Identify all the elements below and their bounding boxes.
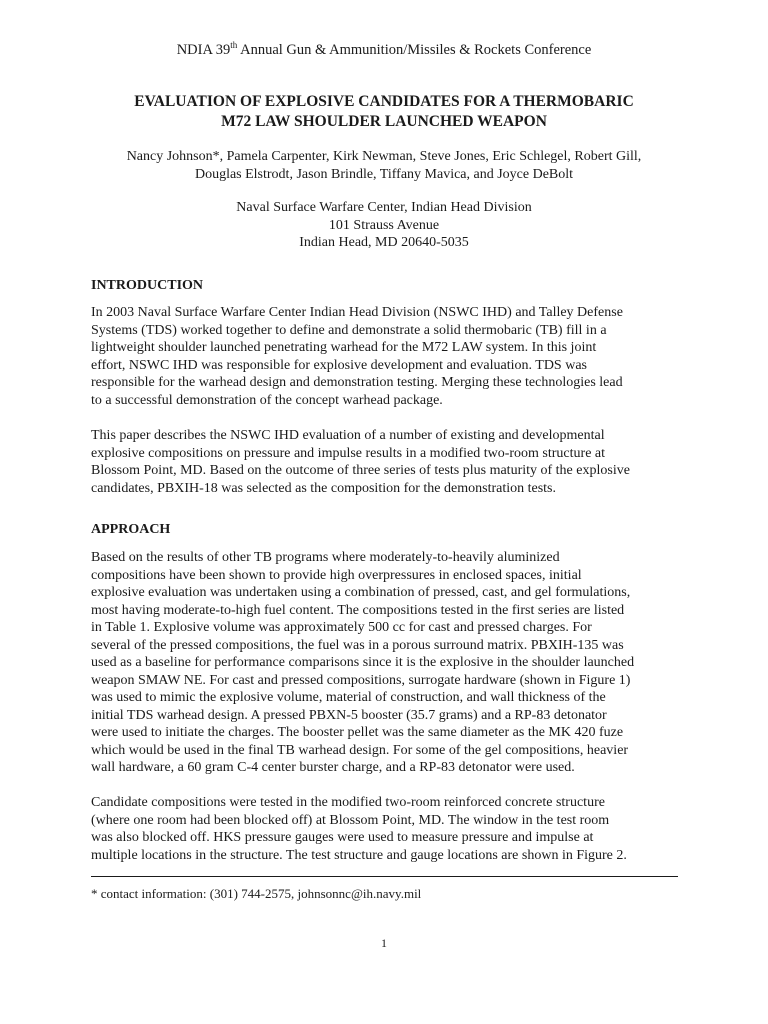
text-line: weapon SMAW NE. For cast and pressed compositions, surrogate hardware (shown in Figure 1) — [91, 672, 631, 688]
text-line: was also blocked off. HKS pressure gauges were used to measure pressure and impulse at — [91, 830, 594, 845]
text-line: was used to mimic the explosive volume, material of construction, and wall thickness of the — [91, 690, 606, 705]
contact-footnote: * contact information: (301) 744-2575, johnsonnc@ih.navy.mil — [91, 886, 422, 901]
text-line: wall hardware, a 60 gram C-4 center burster charge, and a RP-83 detonator were used. — [91, 760, 575, 775]
text-line: Candidate compositions were tested in the modified two-room reinforced concrete structure — [91, 795, 605, 810]
text-line: Based on the results of other TB programs where moderately-to-heavily aluminized — [91, 550, 560, 565]
introduction-paragraph-2 — [91, 427, 691, 497]
text-line: most having moderate-to-high fuel content. The compositions tested in the first series are listed — [91, 602, 625, 618]
conference-ordinal-suffix: th — [230, 40, 238, 50]
text-line: were used to initiate the charges. The booster pellet was the same diameter as the MK 420 fuze — [91, 725, 624, 740]
introduction-heading: INTRODUCTION — [91, 278, 204, 293]
conference-name-prefix: NDIA 39 — [176, 42, 231, 58]
text-line: in Table 1. Explosive volume was approximately 500 cc for cast and pressed charges. For — [91, 620, 592, 635]
text-line: used as a baseline for performance comparisons since it is the explosive in the shoulder launched — [91, 655, 635, 670]
text-line: which would be used in the final TB warhead design. For some of the gel compositions, heavier — [91, 742, 629, 758]
text-line: compositions have been shown to provide high overpressures in enclosed spaces, initial — [91, 567, 582, 583]
affiliation-organization: Naval Surface Warfare Center, Indian Head Division — [236, 200, 532, 215]
author-list — [80, 148, 688, 183]
footnote-divider — [91, 876, 678, 877]
page-number: 1 — [381, 936, 387, 950]
text-line: Systems (TDS) worked together to define and demonstrate a solid thermobaric (TB) fill in a — [91, 322, 607, 338]
paper-title-line-1: EVALUATION OF EXPLOSIVE CANDIDATES FOR A THERMOBARIC — [134, 93, 634, 110]
text-line: multiple locations in the structure. The test structure and gauge locations are shown in Figure 2. — [91, 847, 627, 863]
author-line-2: Douglas Elstrodt, Jason Brindle, Tiffany Mavica, and Joyce DeBolt — [194, 166, 574, 182]
text-line: lightweight shoulder launched penetrating warhead for the M72 LAW system. In this joint — [91, 340, 597, 355]
text-line: This paper describes the NSWC IHD evaluation of a number of existing and developmental — [91, 428, 605, 443]
text-line: explosive compositions on pressure and impulse results in a modified two-room structure at — [91, 445, 606, 461]
text-line: to a successful demonstration of the concept warhead package. — [91, 392, 443, 408]
paper-title — [60, 92, 708, 132]
text-line: Blossom Point, MD. Based on the outcome of three series of tests plus maturity of the explosive — [91, 463, 630, 478]
text-line: responsible for the warhead design and demonstration testing. Merging these technologies lead — [91, 375, 623, 390]
text-line: explosive evaluation was undertaken using a combination of pressed, cast, and gel formulations, — [91, 585, 631, 600]
conference-header — [0, 41, 768, 59]
text-line: In 2003 Naval Surface Warfare Center Indian Head Division (NSWC IHD) and Talley Defense — [91, 305, 623, 320]
text-line: candidates, PBXIH-18 was selected as the composition for the demonstration tests. — [91, 480, 557, 496]
paper-title-line-2: M72 LAW SHOULDER LAUNCHED WEAPON — [221, 113, 547, 130]
text-line: several of the pressed compositions, the fuel was in a porous surround matrix. PBXIH-135 was — [91, 637, 624, 653]
affiliation-street: 101 Strauss Avenue — [328, 217, 440, 233]
introduction-paragraph-1 — [91, 304, 691, 409]
approach-paragraph-2 — [91, 794, 691, 864]
affiliation-city: Indian Head, MD 20640-5035 — [299, 235, 469, 250]
author-line-1: Nancy Johnson*, Pamela Carpenter, Kirk Newman, Steve Jones, Eric Schlegel, Robert Gill, — [126, 149, 642, 164]
text-line: initial TDS warhead design. A pressed PBXN-5 booster (35.7 grams) and a RP-83 detonator — [91, 707, 607, 723]
text-line: effort, NSWC IHD was responsible for explosive development and evaluation. TDS was — [91, 357, 587, 373]
approach-paragraph-1 — [91, 549, 691, 777]
conference-name-suffix: Annual Gun & Ammunition/Missiles & Rockets Conference — [237, 42, 592, 58]
affiliation-block — [0, 199, 768, 252]
approach-heading: APPROACH — [91, 522, 171, 537]
text-line: (where one room had been blocked off) at Blossom Point, MD. The window in the test room — [91, 812, 610, 828]
